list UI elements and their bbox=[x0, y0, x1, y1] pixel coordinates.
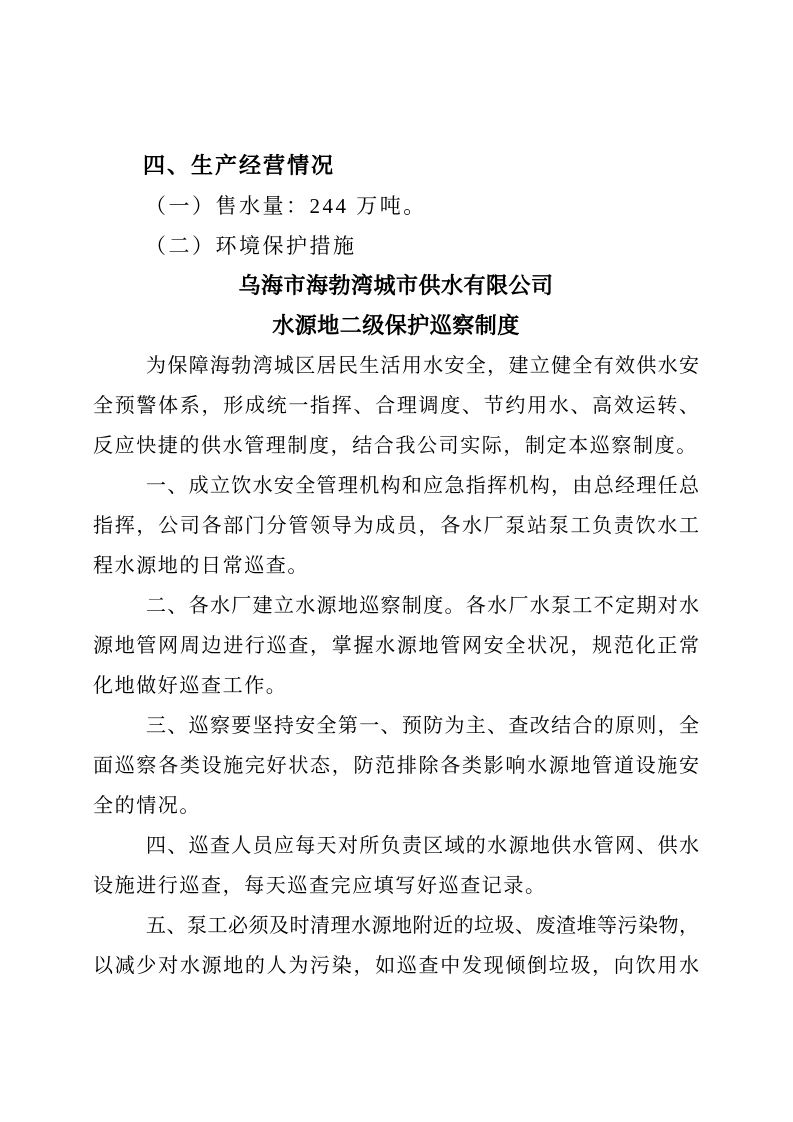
list-item-water-sales: （一）售水量：244 万吨。 bbox=[145, 194, 427, 218]
body-paragraphs bbox=[93, 346, 699, 986]
body-text-line: 五、泵工必须及时清理水源地附近的垃圾、废渣堆等污染物， bbox=[146, 915, 699, 937]
regulation-title: 水源地二级保护巡察制度 bbox=[272, 313, 520, 338]
body-text-line: 一、成立饮水安全管理机构和应急指挥机构，由总经理任总 bbox=[146, 475, 699, 497]
body-text-line: 面巡察各类设施完好状态，防范排除各类影响水源地管道设施安 bbox=[93, 755, 699, 777]
body-text-line: 设施进行巡查，每天巡查完应填写好巡查记录。 bbox=[93, 875, 547, 897]
body-text-line: 四、巡查人员应每天对所负责区域的水源地供水管网、供水 bbox=[146, 835, 699, 857]
body-text-line: 化地做好巡查工作。 bbox=[93, 675, 288, 697]
body-text-line: 全预警体系，形成统一指挥、合理调度、节约用水、高效运转、 bbox=[93, 395, 699, 417]
body-text-line: 程水源地的日常巡查。 bbox=[93, 555, 309, 577]
body-text-line: 反应快捷的供水管理制度，结合我公司实际，制定本巡察制度。 bbox=[93, 435, 698, 457]
body-text-line: 二、各水厂建立水源地巡察制度。各水厂水泵工不定期对水 bbox=[146, 595, 699, 617]
body-text-line: 全的情况。 bbox=[93, 795, 201, 817]
body-text-line: 源地管网周边进行巡查，掌握水源地管网安全状况，规范化正常 bbox=[93, 635, 699, 657]
body-text-line: 以减少对水源地的人为污染，如巡查中发现倾倒垃圾，向饮用水 bbox=[93, 955, 699, 977]
document-content bbox=[93, 146, 699, 986]
body-text-line: 为保障海勃湾城区居民生活用水安全，建立健全有效供水安 bbox=[146, 355, 699, 377]
body-text-line: 三、巡察要坚持安全第一、预防为主、查改结合的原则，全 bbox=[146, 715, 699, 737]
body-text-line: 指挥，公司各部门分管领导为成员，各水厂泵站泵工负责饮水工 bbox=[93, 515, 699, 537]
section-heading: 四、生产经营情况 bbox=[143, 153, 336, 178]
company-title: 乌海市海勃湾城市供水有限公司 bbox=[238, 273, 554, 298]
list-item-environment-protection: （二）环境保护措施 bbox=[145, 234, 357, 258]
